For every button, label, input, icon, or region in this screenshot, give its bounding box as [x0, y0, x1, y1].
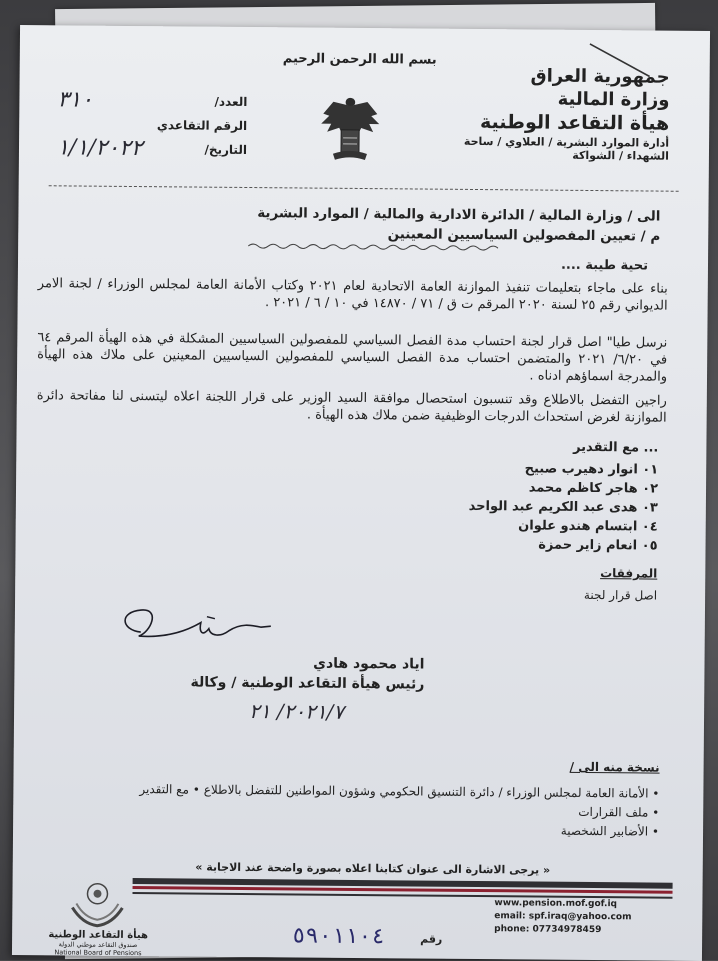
copy-to-label: نسخة منه الى / [569, 759, 660, 775]
list-item: ٠١ انوار دهيرب صبيح [524, 461, 659, 478]
regards: ... مع التقدير [573, 439, 659, 456]
signature-image [111, 592, 312, 654]
list-item: • الأضابير الشخصية [59, 817, 659, 841]
list-item: ٠٥ انعام زاير حمزة [538, 537, 658, 554]
subject-underline [248, 241, 498, 253]
date-label: التاريخ/ [204, 142, 248, 157]
paragraph-1: بناء على ماجاء بتعليمات تنفيذ الموازنة العامة الاتحادية لعام ٢٠٢١ وكتاب الأمانة العامة لمجلس الوزراء / لجنة الامر الديواني رقم ٢٥ لسنة ٢٠٢٠ المرقم ت ق / ٧١ / ١٤٨٧٠ في ١٠ / ٦ / ٢٠٢١ . [37, 276, 668, 314]
date-handwritten: ١/١/٢٠٢٢ [56, 135, 143, 162]
number-label: العدد/ [214, 94, 248, 109]
pension-number-label: الرقم التقاعدي [156, 118, 248, 133]
footer-contacts [494, 897, 654, 937]
footer-org-arabic: هيأة التقاعد الوطنية [48, 929, 148, 942]
signer-block [174, 652, 424, 694]
signer-title: رئيس هيأة التقاعد الوطنية / وكالة [190, 674, 425, 693]
ministry-name: وزارة المالية [557, 88, 670, 111]
phone-number: phone: 07734978459 [494, 924, 602, 936]
country-name: جمهورية العراق [530, 65, 670, 88]
list-item: ٠٢ هاجر كاظم محمد [528, 480, 659, 497]
paragraph-3: راجين التفضل بالاطلاع وقد تنسبون استحصال موافقة السيد الوزير على قرار اللجنة اعلاه ليتسنى لنا مفاتحة دائرة الموازنة لغرض استحداث الدرجات الوظيفية ضمن ملاك هذه الهيأة . [36, 388, 667, 426]
reference-block [56, 87, 248, 165]
attachments-label: المرفقات [600, 566, 658, 581]
attachment-item: اصل قرار لجنة [583, 587, 658, 603]
pension-board-logo-icon [52, 873, 142, 930]
names-list [357, 458, 658, 556]
email-link[interactable]: email: spf.iraq@yahoo.com [494, 911, 632, 923]
serial-number-block [292, 923, 462, 950]
greeting: تحية طيبة .... [560, 257, 649, 274]
serial-number: ٥٩٠١١٠٤ [292, 923, 385, 950]
recipient-line: الى / وزارة المالية / الدائرة الادارية والمالية / الموارد البشرية [257, 205, 661, 225]
subject-line: م / تعيين المفصولين السياسيين المعينين [387, 226, 661, 245]
attachments [457, 565, 657, 603]
signer-name: اياد محمود هادي [313, 655, 425, 673]
serial-label: رقم [420, 932, 443, 946]
list-item: • الأمانة العامة لمجلس الوزراء / دائرة التنسيق الحكومي وشؤون المواطنين للتفضل بالاطلاع • مع التقدير [59, 779, 659, 803]
document-page [12, 25, 710, 961]
letterhead [419, 64, 670, 162]
list-item: ٠٤ ابتسام هندو علوان [518, 518, 658, 535]
paragraph-2: نرسل طيا" اصل قرار لجنة احتساب مدة الفصل السياسي للمفصولين السياسيين المشكلة في هذه الهيأة المرقم ٦٤ في ٦/٢٠/ ٢٠٢١ والمتضمن احتساب مدة الفصل السياسي للمفصولين السياسيين المعينين على ملاك هذه الهيأة والمدرجة اسماؤهم ادناه . [37, 330, 668, 385]
number-handwritten: ٣١٠ [57, 87, 93, 113]
list-item: ٠٣ هدى عبد الكريم عبد الواحد [468, 498, 658, 516]
copy-to-list [59, 779, 659, 841]
header-divider [49, 185, 679, 191]
footer-org-arabic-sub: صندوق التقاعد موطني الدولة [58, 940, 138, 950]
list-item: • ملف القرارات [59, 798, 659, 822]
authority-name: هيأة التقاعد الوطنية [479, 111, 670, 135]
footer-org-english: National Board of Pensions [54, 948, 142, 958]
website-link[interactable]: www.pension.mof.gof.iq [494, 898, 618, 910]
signature-date: ٢٠٢١/٧/ ٢١ [248, 699, 345, 724]
basmala: بسم الله الرحمن الرحيم [282, 51, 437, 68]
reply-note: « يرجى الاشارة الى عنوان كتابنا اعلاه بصورة واضحة عند الاجابة » [195, 860, 551, 877]
eagle-emblem-icon [319, 92, 382, 167]
department-address: أدارة الموارد البشرية / العلاوي / ساحة الشهداء / الشواكة [463, 134, 670, 163]
